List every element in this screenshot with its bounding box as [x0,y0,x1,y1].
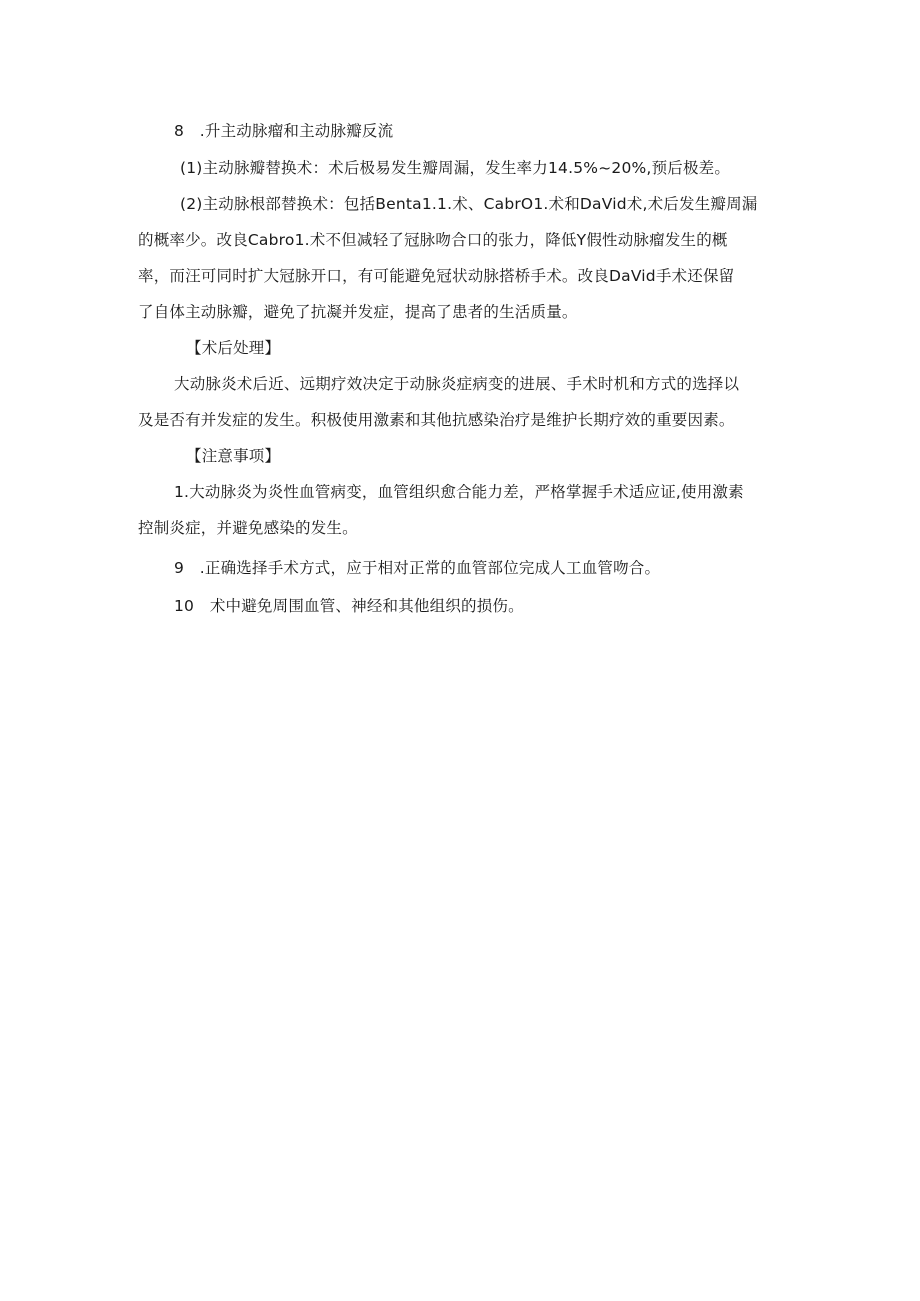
paragraph-aortic-root-replacement [138,186,798,330]
section-heading: 8 .升主动脉瘤和主动脉瓣反流 [174,122,394,140]
paragraph-aortic-valve-replacement: (1)主动脉瓣替换术：术后极易发生瓣周漏，发生率力14.5%~20%,预后极差。 [180,159,731,177]
notes-item-10: 10 术中避免周围血管、神经和其他组织的损伤。 [174,597,524,615]
notes-item-1 [138,474,798,546]
notes-item-9: 9 .正确选择手术方式，应于相对正常的血管部位完成人工血管吻合。 [174,559,661,577]
postop-heading: 【术后处理】 [186,339,281,357]
text-line: (2)主动脉根部替换术：包括Benta1.1.术、CabrO1.术和DaVid术,术后发生瓣周漏 [180,195,758,213]
text-line: 的概率少。改良Cabro1.术不但减轻了冠脉吻合口的张力，降低Y假性动脉瘤发生的概 [138,231,728,249]
text-line: 率，而汪可同时扩大冠脉开口，有可能避免冠状动脉搭桥手术。改良DaVid手术还保留 [138,267,735,285]
notes-heading: 【注意事项】 [186,447,281,465]
text-line: 了自体主动脉瓣，避免了抗凝并发症，提高了患者的生活质量。 [138,303,578,321]
text-line: 1.大动脉炎为炎性血管病变，血管组织愈合能力差，严格掌握手术适应证,使用激素 [174,483,744,501]
paragraph-postop [138,366,798,438]
text-line: 控制炎症，并避免感染的发生。 [138,519,358,537]
text-line: 大动脉炎术后近、远期疗效决定于动脉炎症病变的进展、手术时机和方式的选择以 [174,375,740,393]
text-line: 及是否有并发症的发生。积极使用激素和其他抗感染治疗是维护长期疗效的重要因素。 [138,411,735,429]
